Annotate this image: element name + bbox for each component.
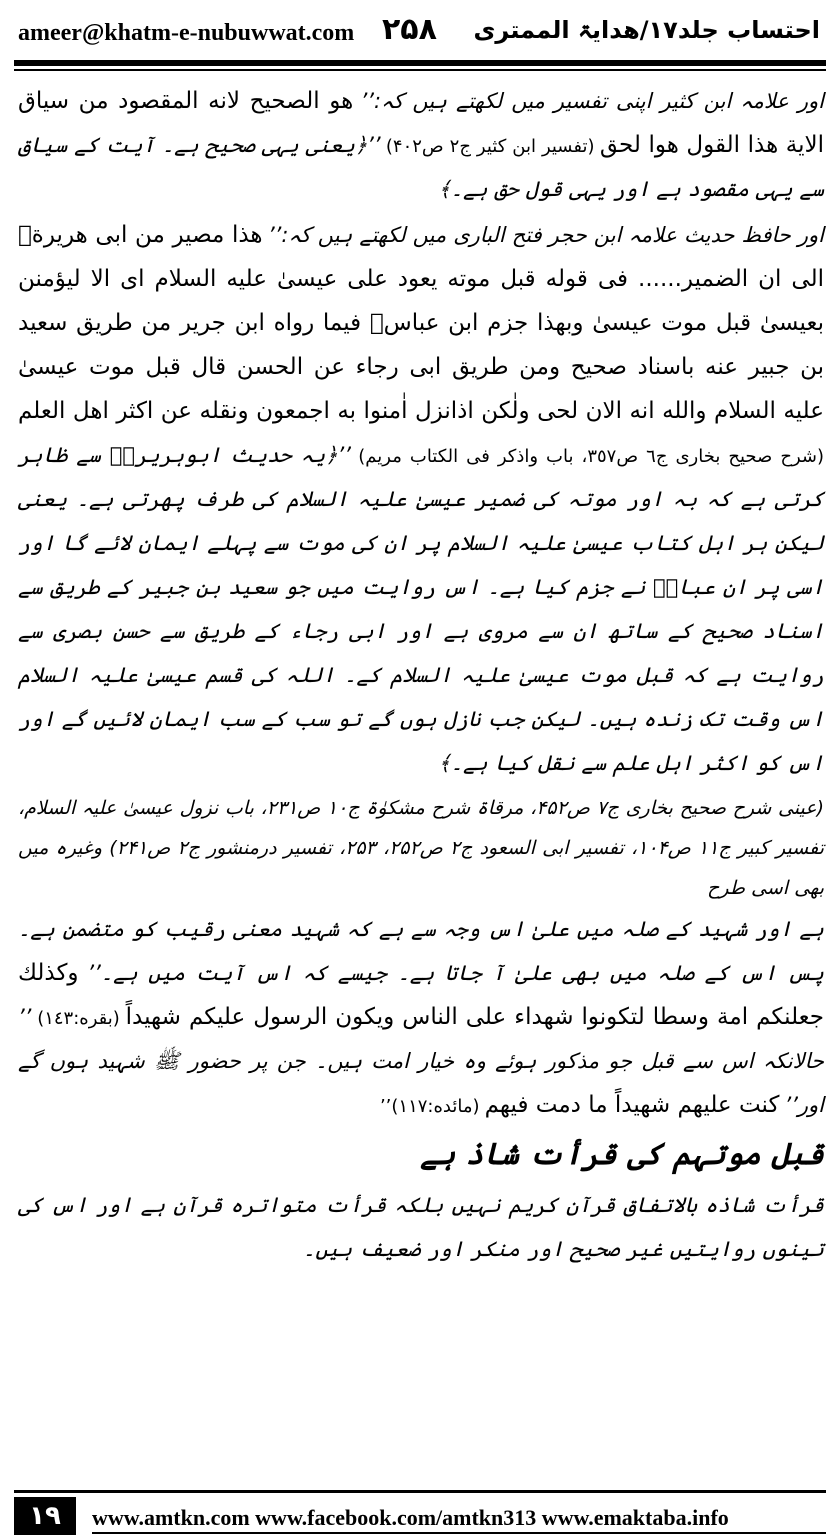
reference: (بقره:١٤٣) <box>37 1008 120 1029</box>
arabic-quote: هذا مصير من ابى هريرةؓ الى ان الضمير...... فى قوله قبل موته يعود على عيسىٰ عليه السلام اى الا ليؤمنن بعيسىٰ قبل موت عيسىٰ وبهذا جزم ابن عباسؓ فيما رواه ابن جرير من طريق سعيد بن جبير عنه باسناد صحيح ومن طريق ابى رجاء عن الحسن قال قبل موت عيسىٰ عليه السلام والله انه الان لحى ولٰكن اذانزل اٰمنوا به اجمعون ونقله عن اكثر اهل العلم <box>18 222 824 424</box>
urdu-intro: اور علامہ ابن کثیر اپنی تفسیر میں لکھتے ہیں کہ:’’ <box>360 89 825 113</box>
reference: (تفسير ابن كثير ج۲ ص۴۰۲) <box>385 136 595 157</box>
arabic-quote: وكذلك جعلنكم امة وسطا لتكونوا شهداء على الناس ويكون الرسول عليكم شهيداً <box>18 960 824 1030</box>
urdu-text: قرأت شاذہ بالاتفاق قرآن کریم نہیں بلکہ قرأت متواترہ قرآن ہے اور اس کی تینوں روایتیں غیر صحیح اور منکر اور ضعیف ہیں۔ <box>18 1193 824 1261</box>
paragraph-ibn-kathir <box>18 80 824 212</box>
urdu-translation: ’’﴿یہ حدیث ابوہریرہؓ سے ظاہر کرتی ہے کہ بہ اور موتہ کی ضمیر عیسیٰ علیہ السلام کی طرف پھرتی ہے۔ یعنی لیکن ہر اہل کتاب عیسیٰ علیہ السلام پر ان کی موت سے پہلے ایمان لائے گا اور اسی پر ان عباسؓ نے جزم کیا ہے۔ اس روایت میں جو سعید بن جبیر کے طریق سے اسناد صحیح کے ساتھ ان سے مروی ہے اور ابی رجاء کے طریق سے حسن بصری سے روایت ہے کہ قبل موت عیسیٰ علیہ السلام کے۔ اللہ کی قسم عیسیٰ علیہ السلام اس وقت تک زندہ ہیں۔ لیکن جب نازل ہوں گے تو سب کے سب ایمان لائیں گے اور اس کو اکثر اہل علم سے نقل کیا ہے۔﴾ <box>18 443 824 775</box>
urdu-intro: اور حافظ حدیث علامہ ابن حجر فتح الباری میں لکھتے ہیں کہ:’’ <box>267 223 824 247</box>
page-body <box>18 80 824 1274</box>
header-book-title: احتساب جلد۱۷/ھدایۃ الممتری <box>473 16 820 44</box>
header-page-number: ۲۵۸ <box>382 12 437 47</box>
header-rule-thick <box>14 60 826 66</box>
urdu-translation: ’’﴿یعنی یہی صحیح ہے۔ آیت کے سیاق سے یہی مقصود ہے اور یہی قول حق ہے۔﴾ <box>18 133 824 201</box>
header-email: ameer@khatm-e-nubuwwat.com <box>18 20 355 46</box>
paragraph-ibn-hajar <box>18 214 824 786</box>
footer-websites: www.amtkn.com www.facebook.com/amtkn313 www.emaktaba.info <box>92 1505 729 1530</box>
reference: (شرح صحيح بخارى ج٦ ص٣٥٧، باب واذكر فى الكتاب مريم) <box>358 446 825 467</box>
urdu-text: ’’ حالانکہ اس سے قبل جو مذکور ہوئے وہ خیار امت ہیں۔ جن پر حضور ﷺ شہید ہوں گے اور’’ <box>18 1005 824 1117</box>
urdu-text: ہے اور شہید کے صلہ میں علیٰ اس وجہ سے ہے کہ شہید معنی رقیب کو متضمن ہے۔ پس اس کے صلہ میں بھی علیٰ آ جاتا ہے۔ جیسے کہ اس آیت میں ہے۔’’ <box>18 917 824 985</box>
references-note: (عینی شرح صحیح بخاری ج۷ ص۴۵۲، مرقاۃ شرح مشکوٰۃ ج۱۰ ص۲۳۱، باب نزول عیسیٰ علیہ السلام، تفسیر کبیر ج۱۱ ص۱۰۴، تفسیر ابی السعود ج۲ ص۲۵۲، ۲۵۳، تفسیر درمنشور ج۲ ص۲۴۱) وغیرہ میں بھی اسی طرح <box>18 797 825 899</box>
header-rule-thin <box>14 69 826 71</box>
paragraph-shadh-qirat <box>18 1184 824 1272</box>
footer-page-badge: ١٩ <box>14 1497 76 1535</box>
paragraph-shaheed <box>18 908 824 1128</box>
footer-underline <box>92 1532 826 1534</box>
section-heading: قبل موتہم کی قرأت شاذ ہے <box>420 1137 824 1172</box>
footer-rule <box>14 1490 826 1493</box>
arabic-quote: هو الصحيح لانه المقصود من سياق الاية هذا القول هوا لحق <box>18 88 825 158</box>
reference: (مائده:١١٧)’’ <box>379 1096 480 1117</box>
page-header <box>0 0 840 62</box>
arabic-quote: كنت عليهم شهيداً ما دمت فيهم <box>484 1092 780 1118</box>
